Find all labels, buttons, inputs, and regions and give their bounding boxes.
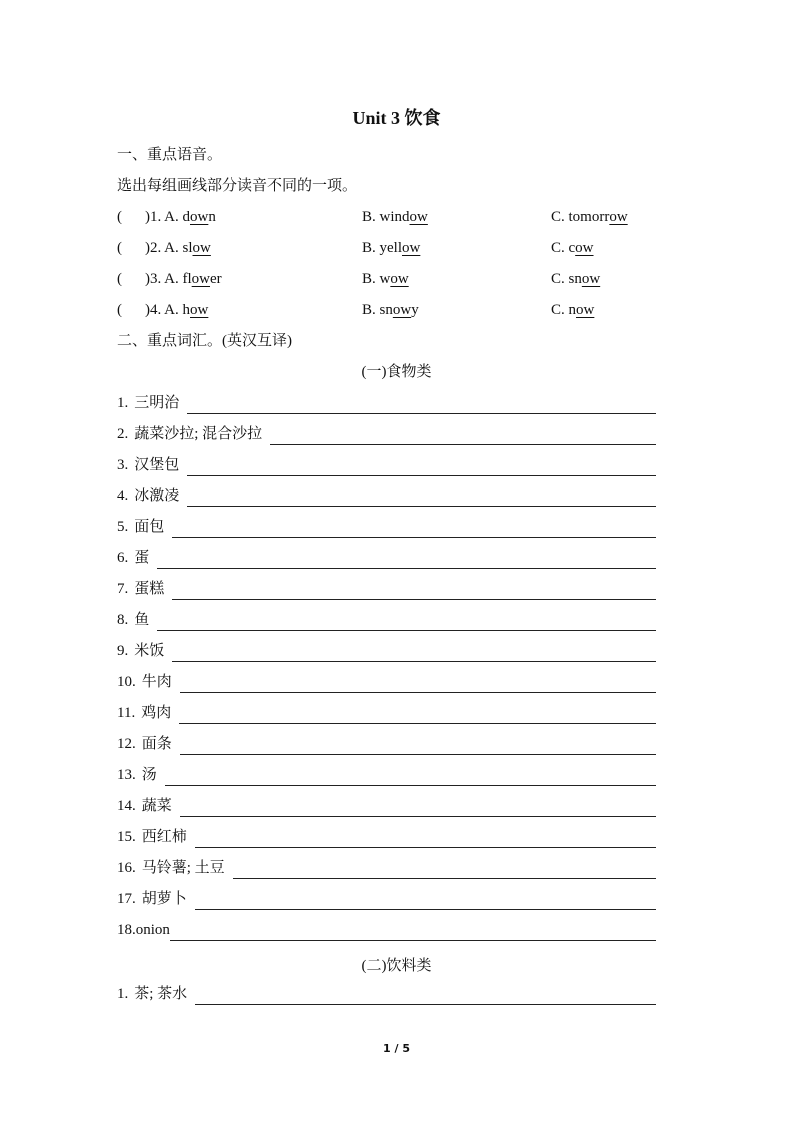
answer-blank[interactable]: [172, 581, 656, 600]
option-a: )3. A. flower: [145, 271, 222, 287]
question-row: [117, 268, 677, 290]
answer-blank[interactable]: [180, 736, 656, 755]
vocab-row: 12. 面条: [117, 733, 656, 755]
vocab-row: 14. 蔬菜: [117, 795, 656, 817]
answer-blank[interactable]: [270, 426, 656, 445]
food-subheading: (一)食物类: [361, 364, 432, 380]
vocab-row: 3. 汉堡包: [117, 454, 656, 476]
vocab-row: 10. 牛肉: [117, 671, 656, 693]
vocab-row: 6. 蛋: [117, 547, 656, 569]
answer-blank[interactable]: [195, 891, 656, 910]
answer-blank[interactable]: [172, 519, 656, 538]
option-b: B. window: [362, 209, 428, 225]
option-c: C. now: [551, 302, 595, 318]
vocab-row: 4. 冰激凌: [117, 485, 656, 507]
option-b: B. yellow: [362, 240, 421, 256]
vocab-row: 18. onion: [117, 919, 656, 941]
vocab-row: 17. 胡萝卜: [117, 888, 656, 910]
option-c: C. snow: [551, 271, 601, 287]
question-row: [117, 206, 677, 228]
page-title: Unit 3 饮食: [352, 108, 441, 128]
option-a: )4. A. how: [145, 302, 209, 318]
answer-blank[interactable]: [195, 829, 656, 848]
section1-instruction: 选出每组画线部分读音不同的一项。: [117, 178, 358, 194]
vocab-row: 5. 面包: [117, 516, 656, 538]
section2-heading: 二、重点词汇。(英汉互译): [117, 333, 292, 349]
answer-blank[interactable]: [165, 767, 656, 786]
answer-blank[interactable]: [157, 612, 656, 631]
answer-blank[interactable]: [180, 674, 656, 693]
answer-blank[interactable]: [195, 986, 656, 1005]
vocab-row: 8. 鱼: [117, 609, 656, 631]
vocab-row: 9. 米饭: [117, 640, 656, 662]
vocab-row: 15. 西红柿: [117, 826, 656, 848]
answer-paren: (: [117, 302, 122, 318]
option-c: C. tomorrow: [551, 209, 628, 225]
answer-blank[interactable]: [157, 550, 656, 569]
option-a: )2. A. slow: [145, 240, 211, 256]
question-row: [117, 237, 677, 259]
question-row: [117, 299, 677, 321]
answer-blank[interactable]: [233, 860, 656, 879]
section1-heading: 一、重点语音。: [117, 147, 223, 163]
answer-paren: (: [117, 271, 122, 287]
vocab-row: 1. 茶; 茶水: [117, 983, 656, 1005]
drink-subheading: (二)饮料类: [361, 958, 432, 974]
option-b: B. wow: [362, 271, 409, 287]
option-b: B. snowy: [362, 302, 419, 318]
answer-blank[interactable]: [187, 395, 656, 414]
answer-blank[interactable]: [179, 705, 656, 724]
answer-blank[interactable]: [180, 798, 656, 817]
answer-paren: (: [117, 209, 122, 225]
answer-blank[interactable]: [187, 457, 656, 476]
option-a: )1. A. down: [145, 209, 216, 225]
answer-blank[interactable]: [170, 922, 656, 941]
answer-blank[interactable]: [172, 643, 656, 662]
vocab-row: 1. 三明治: [117, 392, 656, 414]
vocab-row: 11. 鸡肉: [117, 702, 656, 724]
option-c: C. cow: [551, 240, 594, 256]
page-number: 1 / 5: [383, 1042, 410, 1055]
vocab-row: 2. 蔬菜沙拉; 混合沙拉: [117, 423, 656, 445]
answer-paren: (: [117, 240, 122, 256]
vocab-row: 16. 马铃薯; 土豆: [117, 857, 656, 879]
vocab-row: 13. 汤: [117, 764, 656, 786]
vocab-row: 7. 蛋糕: [117, 578, 656, 600]
answer-blank[interactable]: [187, 488, 656, 507]
